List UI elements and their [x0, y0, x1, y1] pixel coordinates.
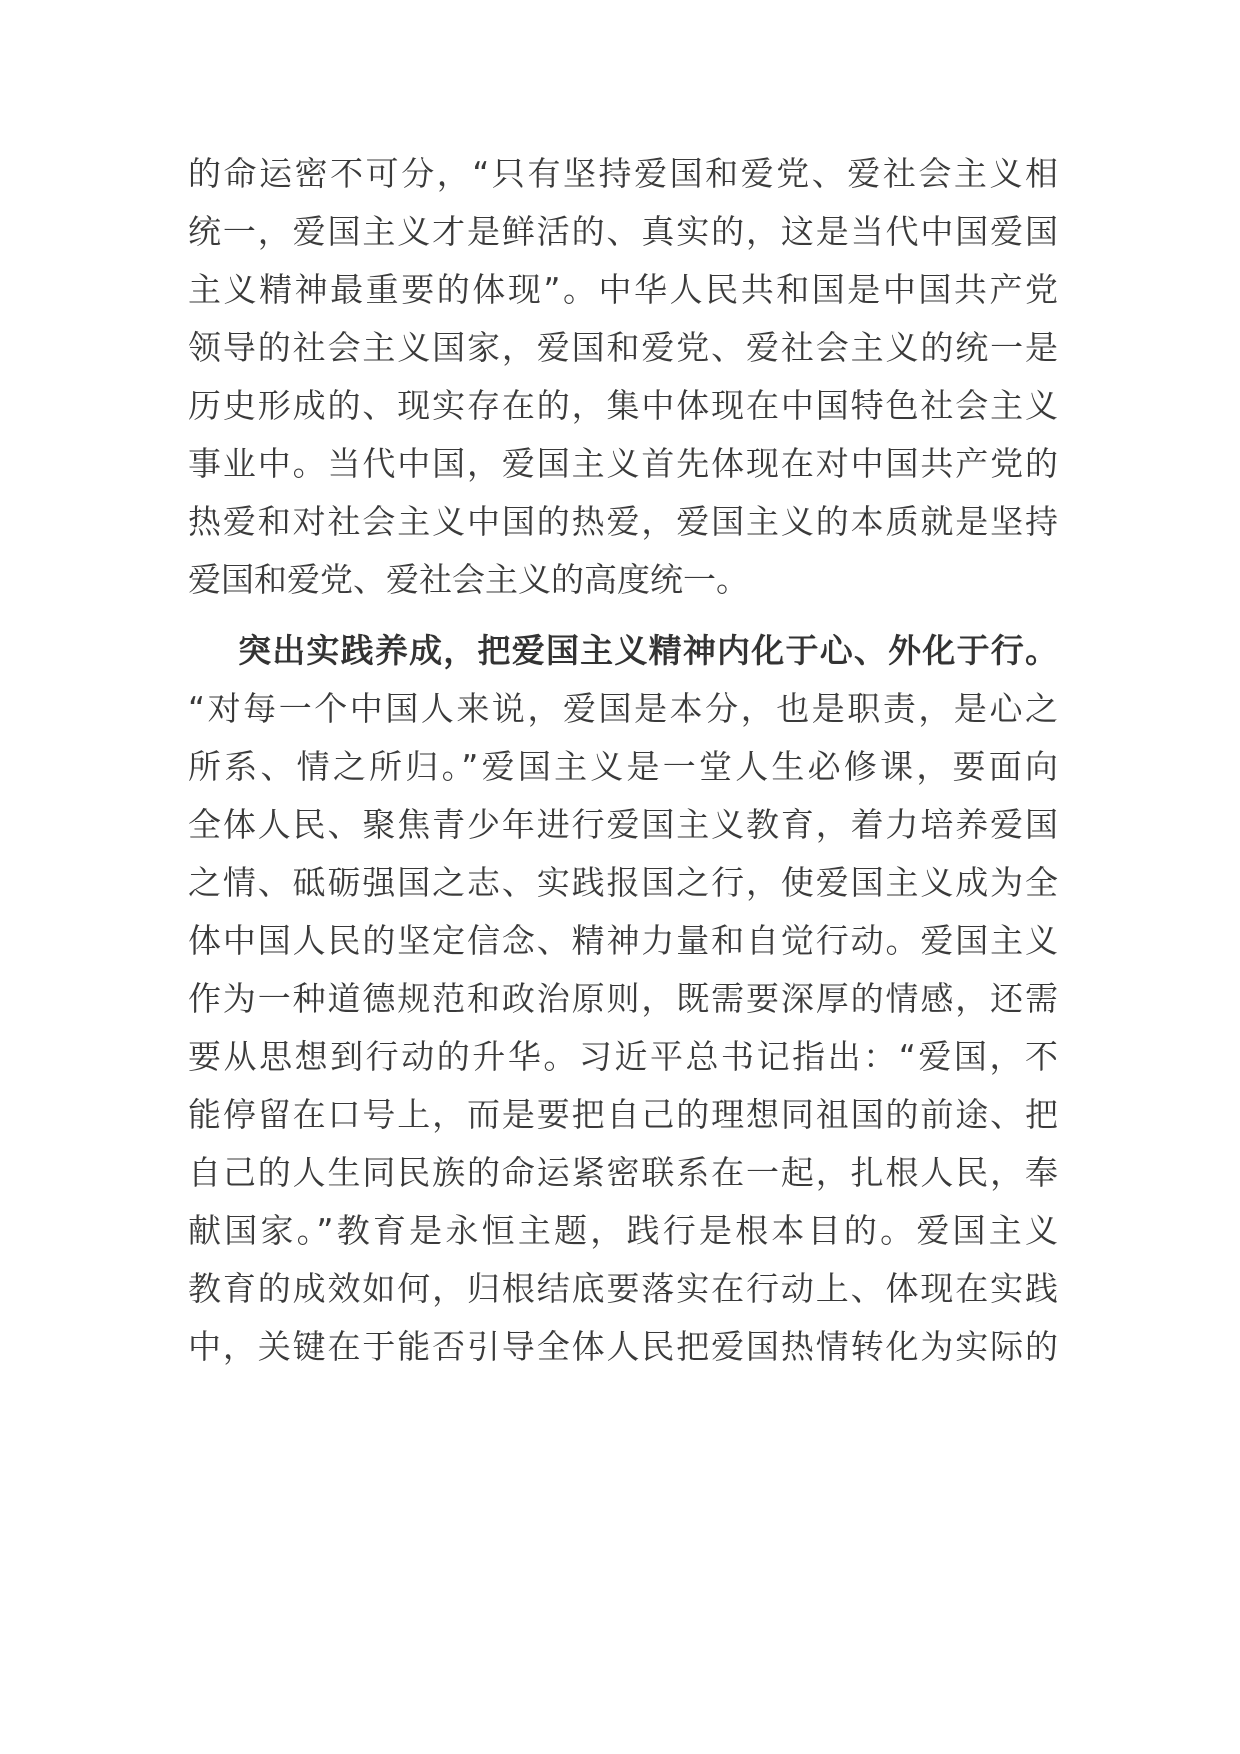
paragraph-1-line-7: 热爱和对社会主义中国的热爱，爱国主义的本质就是坚持 — [188, 502, 1058, 541]
paragraph-2-line-10: 献国家。”教育是永恒主题，践行是根本目的。爱国主义 — [188, 1211, 1058, 1250]
paragraph-1-line-1: 的命运密不可分，“只有坚持爱国和爱党、爱社会主义相 — [188, 154, 1058, 193]
paragraph-2-line-4: 之情、砥砺强国之志、实践报国之行，使爱国主义成为全 — [188, 863, 1058, 902]
paragraph-1-line-8: 爱国和爱党、爱社会主义的高度统一。 — [188, 560, 749, 599]
paragraph-1-line-2: 统一，爱国主义才是鲜活的、真实的，这是当代中国爱国 — [188, 212, 1058, 251]
paragraph-2-line-6: 作为一种道德规范和政治原则，既需要深厚的情感，还需 — [188, 979, 1058, 1018]
paragraph-2-line-9: 自己的人生同民族的命运紧密联系在一起，扎根人民，奉 — [188, 1153, 1058, 1192]
paragraph-2-line-5: 体中国人民的坚定信念、精神力量和自觉行动。爱国主义 — [188, 921, 1058, 960]
section-heading: 突出实践养成，把爱国主义精神内化于心、外化于行。 — [238, 631, 1058, 670]
paragraph-1-line-6: 事业中。当代中国，爱国主义首先体现在对中国共产党的 — [188, 444, 1058, 483]
paragraph-2-line-8: 能停留在口号上，而是要把自己的理想同祖国的前途、把 — [188, 1095, 1058, 1134]
paragraph-1-line-4: 领导的社会主义国家，爱国和爱党、爱社会主义的统一是 — [188, 328, 1058, 367]
paragraph-2-line-7: 要从思想到行动的升华。习近平总书记指出：“爱国，不 — [188, 1037, 1058, 1076]
paragraph-1-line-5: 历史形成的、现实存在的，集中体现在中国特色社会主义 — [188, 386, 1058, 425]
paragraph-2-line-3: 全体人民、聚焦青少年进行爱国主义教育，着力培养爱国 — [188, 805, 1058, 844]
paragraph-2-line-1: “对每一个中国人来说，爱国是本分，也是职责，是心之 — [188, 689, 1058, 728]
paragraph-2-line-11: 教育的成效如何，归根结底要落实在行动上、体现在实践 — [188, 1269, 1058, 1308]
paragraph-1-line-3: 主义精神最重要的体现”。中华人民共和国是中国共产党 — [188, 270, 1058, 309]
paragraph-2-line-12: 中，关键在于能否引导全体人民把爱国热情转化为实际的 — [188, 1327, 1058, 1366]
paragraph-2-line-2: 所系、情之所归。”爱国主义是一堂人生必修课，要面向 — [188, 747, 1058, 786]
